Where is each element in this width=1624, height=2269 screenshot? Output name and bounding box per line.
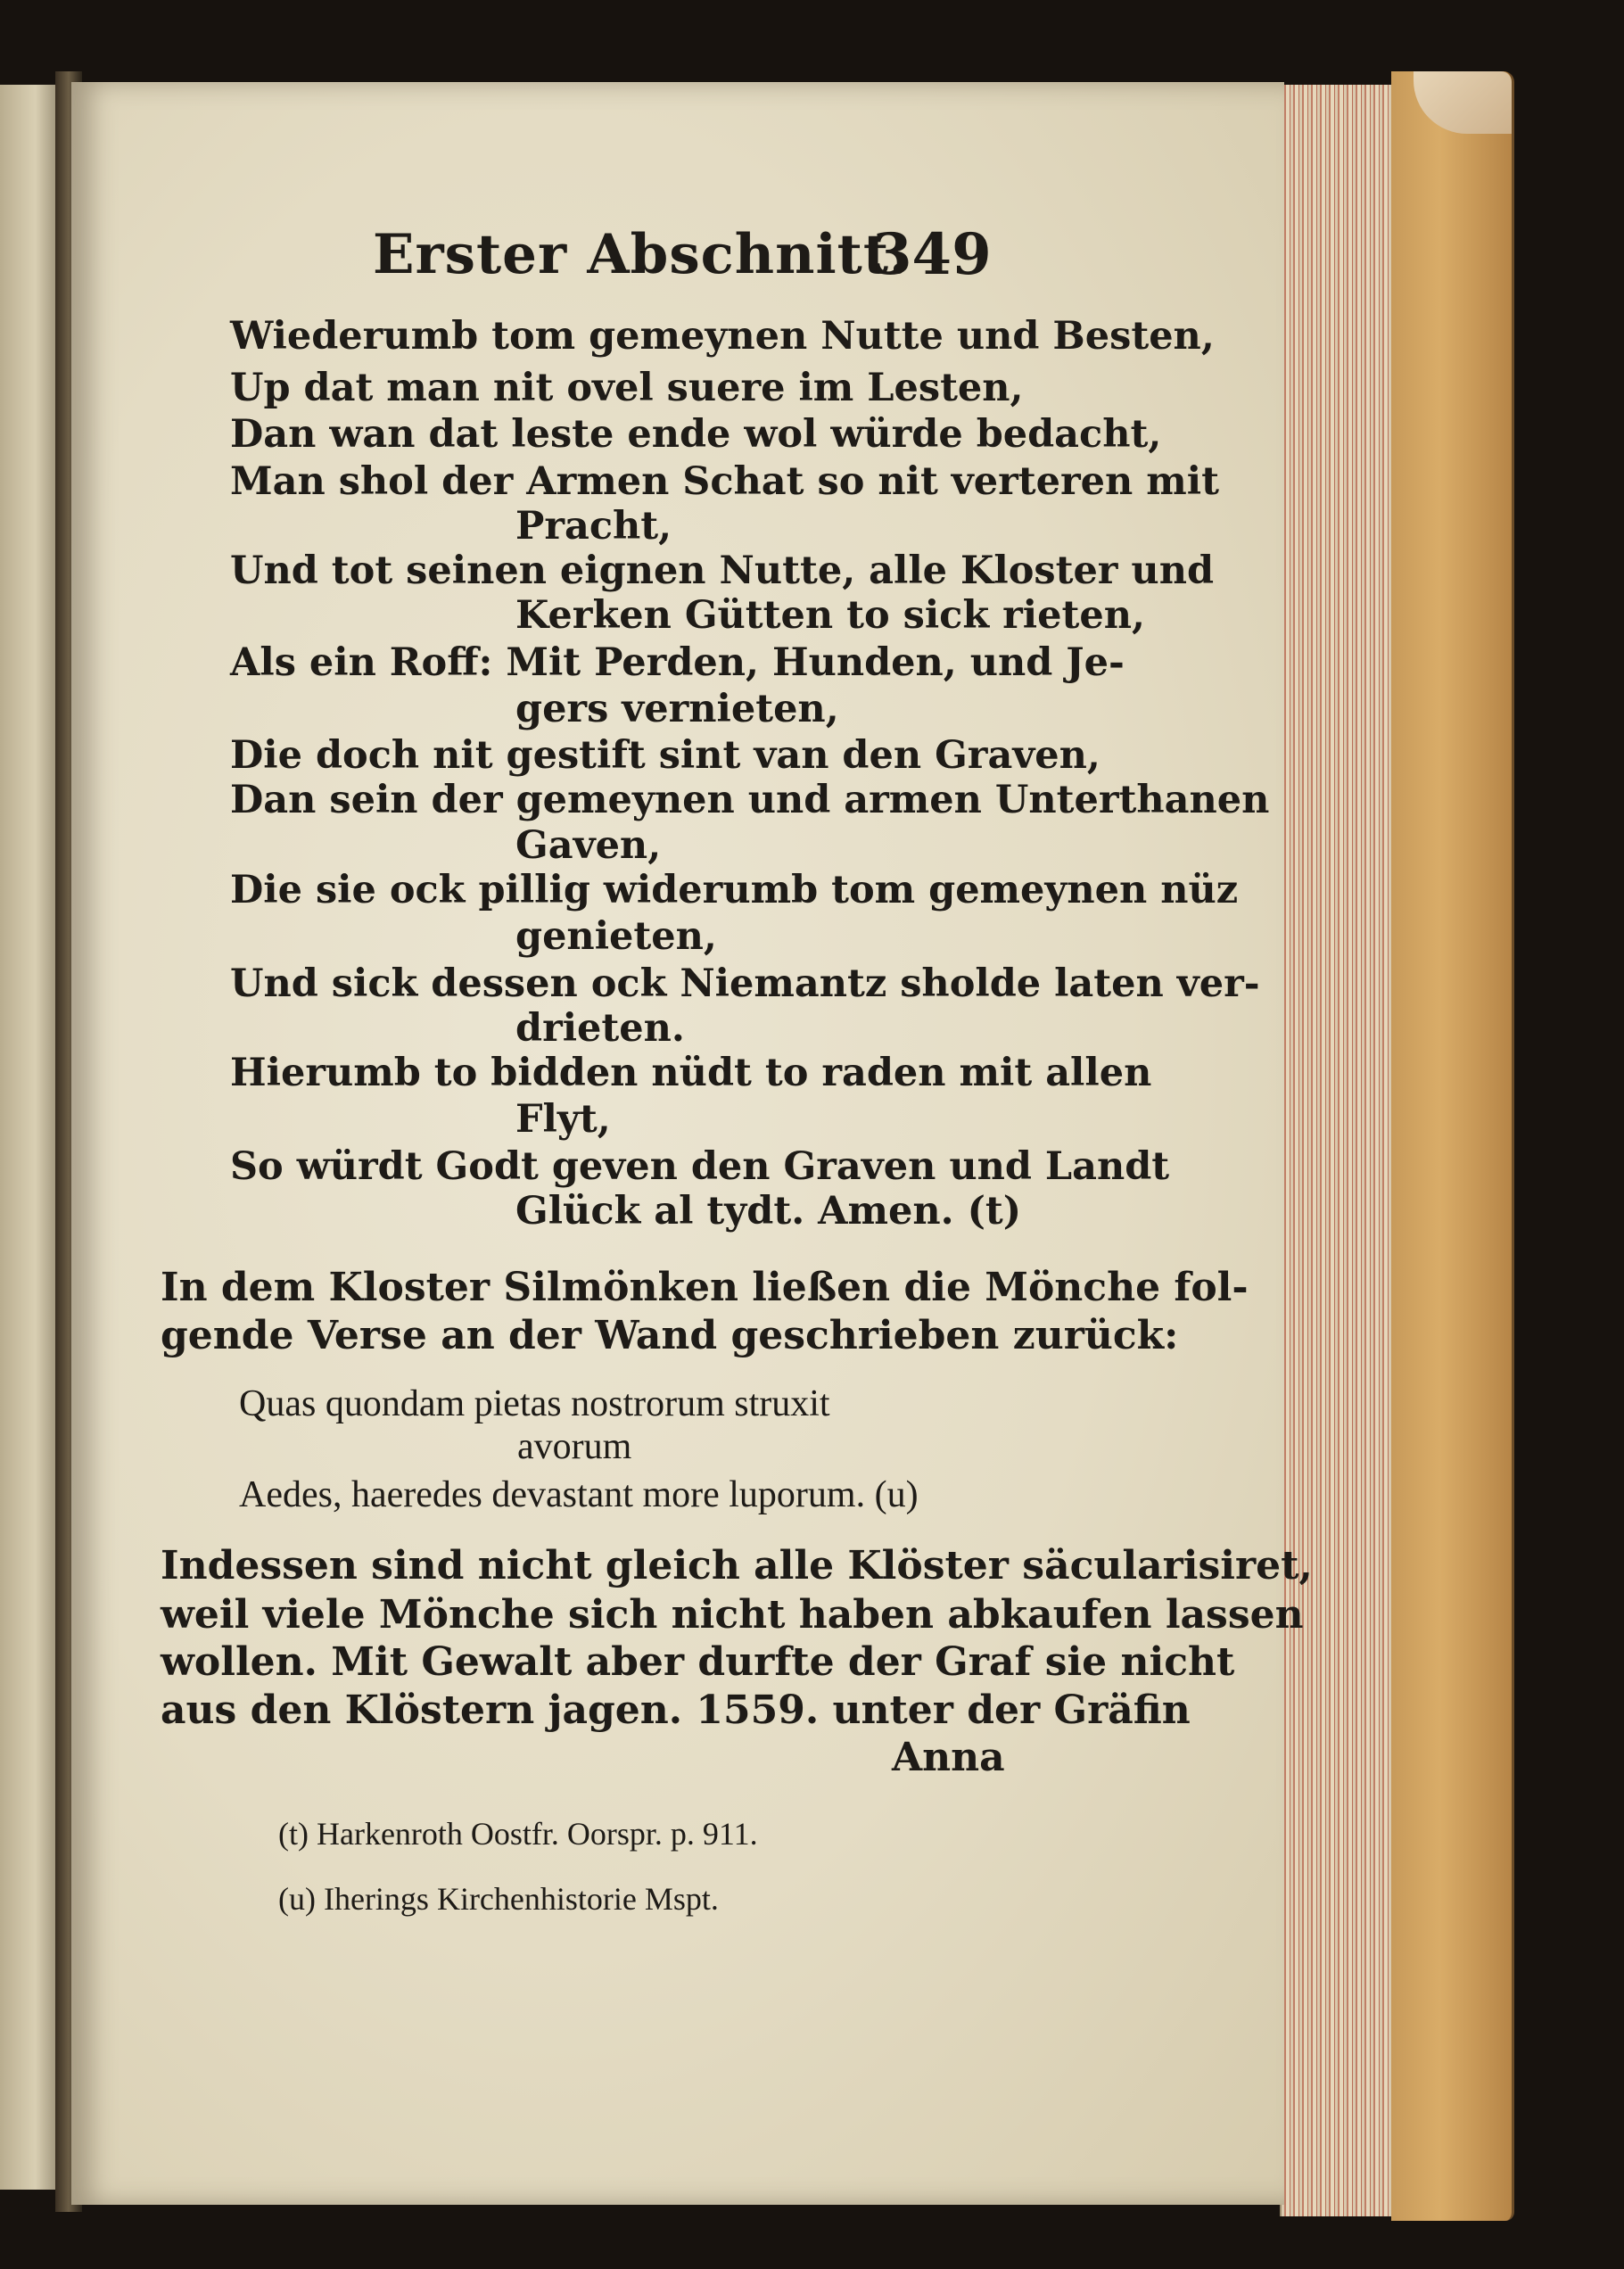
poem-line: Die sie ock pillig widerumb tom gemeynen nüz: [230, 868, 1239, 912]
poem-line: genieten,: [515, 914, 717, 959]
poem-line: So würdt Godt geven den Graven und Landt: [230, 1144, 1170, 1189]
footnote-t: (t) Harkenroth Oostfr. Oorspr. p. 911.: [278, 1816, 758, 1852]
latin-verse-line: Aedes, haeredes devastant more luporum. (u): [239, 1474, 919, 1515]
poem-line: Als ein Roff: Mit Perden, Hunden, und Je-: [230, 640, 1125, 685]
body-line: Indessen sind nicht gleich alle Klöster säcularisiret,: [161, 1543, 1313, 1588]
poem-line: Wiederumb tom gemeynen Nutte und Besten,: [230, 314, 1215, 359]
poem-line: Dan sein der gemeynen und armen Unterthanen: [230, 778, 1270, 822]
poem-line: drieten.: [515, 1006, 685, 1051]
page-fore-edge: [1280, 85, 1406, 2216]
body-line: wollen. Mit Gewalt aber durfte der Graf sie nicht: [161, 1639, 1235, 1685]
poem-line: Pracht,: [515, 504, 672, 549]
poem-line: Und sick dessen ock Niemantz sholde laten ver-: [230, 961, 1260, 1006]
intro-line: In dem Kloster Silmönken ließen die Mönche fol-: [161, 1265, 1249, 1310]
poem-line: Flyt,: [515, 1097, 611, 1142]
poem-line: Up dat man nit ovel suere im Lesten,: [230, 366, 1024, 410]
body-line: aus den Klöstern jagen. 1559. unter der Gräfin: [161, 1687, 1191, 1733]
poem-line: Die doch nit gestift sint van den Graven,: [230, 733, 1101, 778]
poem-line: Und tot seinen eignen Nutte, alle Kloster und: [230, 549, 1215, 593]
poem-line: Kerken Gütten to sick rieten,: [515, 593, 1145, 638]
page-number: 349: [872, 221, 992, 288]
poem-line: gers vernieten,: [515, 687, 839, 731]
catchword: Anna: [892, 1735, 1005, 1780]
footnote-u: (u) Iherings Kirchenhistorie Mspt.: [278, 1881, 719, 1917]
book-cover-board: [1391, 71, 1514, 2221]
latin-verse-line: Quas quondam pietas nostrorum struxit: [239, 1383, 830, 1424]
poem-line: Dan wan dat leste ende wol würde bedacht,: [230, 412, 1162, 457]
poem-line: Man shol der Armen Schat so nit verteren mit: [230, 459, 1219, 504]
poem-line: Glück al tydt. Amen. (t): [515, 1189, 1022, 1234]
latin-verse-line: avorum: [517, 1426, 632, 1467]
page-title: Erster Abschnitt.: [373, 223, 910, 286]
body-line: weil viele Mönche sich nicht haben abkaufen lassen: [161, 1592, 1304, 1638]
poem-line: Hierumb to bidden nüdt to raden mit allen: [230, 1051, 1152, 1095]
intro-line: gende Verse an der Wand geschrieben zurück:: [161, 1313, 1179, 1358]
poem-line: Gaven,: [515, 823, 662, 868]
